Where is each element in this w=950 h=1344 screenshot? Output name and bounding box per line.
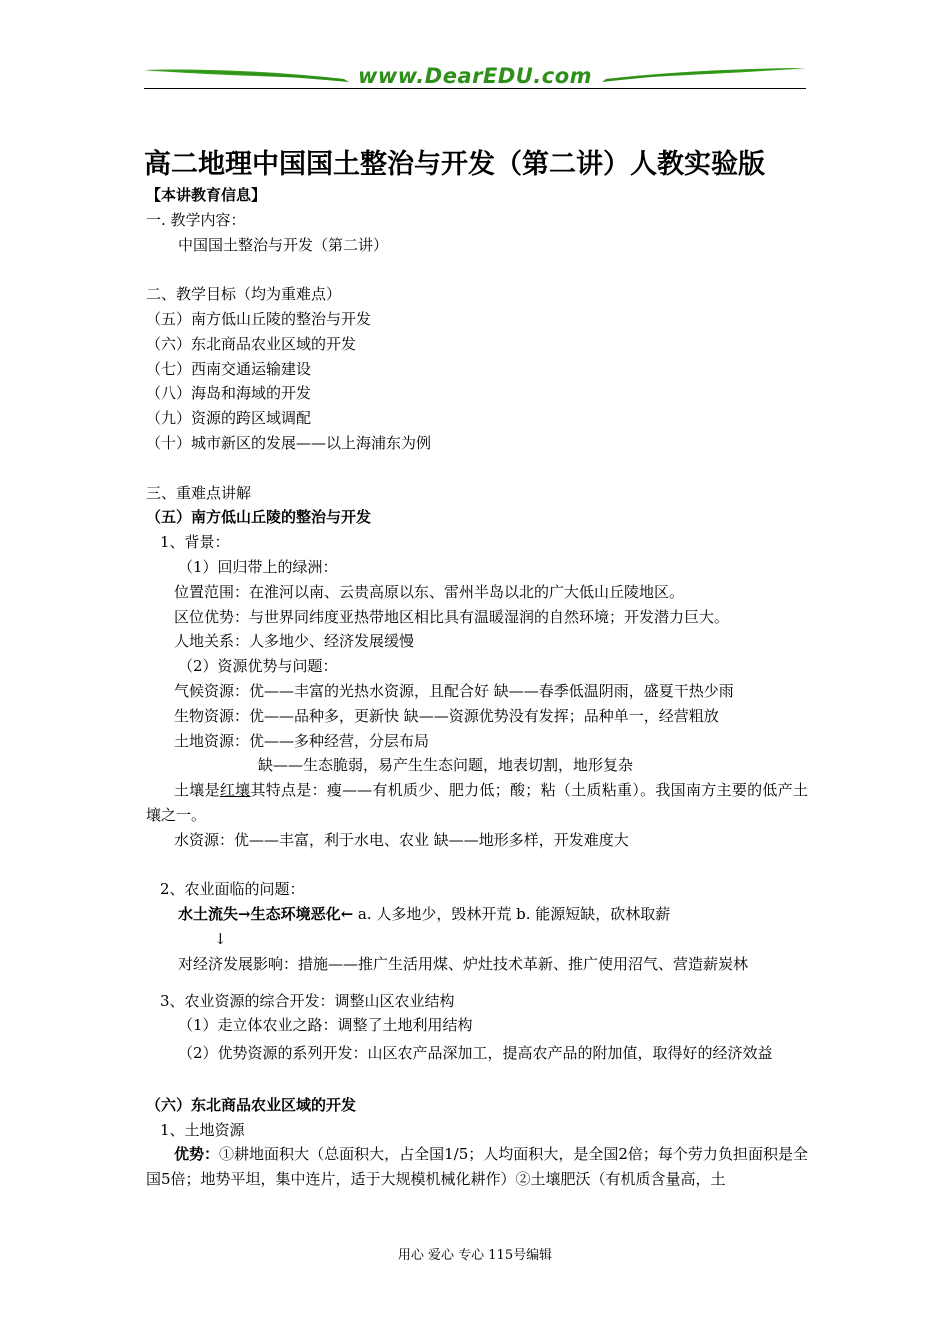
document-body — [146, 183, 808, 1192]
paragraph-line: （1）走立体农业之路：调整了土地利用结构 — [178, 1016, 473, 1035]
subsection-5-heading: （五）南方低山丘陵的整治与开发 — [146, 508, 372, 527]
paragraph-line: 区位优势：与世界同纬度亚热带地区相比具有温暖湿润的自然环境；开发潜力巨大。 — [174, 607, 730, 626]
goal-item: （五）南方低山丘陵的整治与开发 — [146, 309, 372, 328]
goal-item: （七）西南交通运输建设 — [146, 359, 312, 378]
down-arrow-icon: ↓ — [214, 929, 227, 948]
section-1-text: 中国国土整治与开发（第二讲） — [178, 235, 389, 254]
section-3-heading: 三、重难点讲解 — [146, 483, 252, 502]
paragraph-line: 气候资源：优——丰富的光热水资源，且配合好 缺——春季低温阴雨，盛夏干热少雨 — [174, 681, 734, 700]
subsection-6-heading: （六）东北商品农业区域的开发 — [146, 1095, 357, 1114]
advantage-paragraph: 优势：①耕地面积大（总面积大，占全国1/5；人均面积大，是全国2倍；每个劳力负担面积是全国5倍；地势平坦，集中连片，适于大规模机械化耕作）②土壤肥沃（有机质含量高，土 — [146, 1145, 808, 1189]
point-heading: 2、农业面临的问题： — [160, 880, 305, 899]
goal-item: （六）东北商品农业区域的开发 — [146, 334, 357, 353]
paragraph-line: 生物资源：优——品种多，更新快 缺——资源优势没有发挥；品种单一，经营粗放 — [174, 706, 719, 725]
point-heading: 1、背景： — [160, 533, 230, 552]
site-logo: www.DearEDU.com — [357, 64, 593, 88]
goal-item: （九）资源的跨区域调配 — [146, 409, 312, 428]
soil-paragraph: 土壤是红壤其特点是：瘦——有机质少、肥力低；酸；粘（土质粘重）。我国南方主要的低产土壤之一。 — [146, 781, 808, 824]
section-1-heading: 一. 教学内容： — [146, 210, 246, 229]
paragraph-line: 水资源：优——丰富，利于水电、农业 缺——地形多样，开发难度大 — [174, 830, 629, 849]
section-info: 【本讲教育信息】 — [146, 186, 267, 204]
paragraph-line: 土地资源：优——多种经营，分层布局 — [174, 731, 430, 750]
goal-item: （八）海岛和海域的开发 — [146, 384, 312, 403]
paragraph-line: 缺——生态脆弱，易产生生态问题，地表切割，地形复杂 — [258, 756, 634, 775]
page-footer: 用心 爱心 专心 115号编辑 — [397, 1248, 553, 1263]
paragraph-line: （2）优势资源的系列开发：山区农产品深加工，提高农产品的附加值，取得好的经济效益 — [178, 1044, 773, 1063]
paragraph-line: 人地关系：人多地少、经济发展缓慢 — [174, 632, 415, 651]
point-heading: 3、农业资源的综合开发：调整山区农业结构 — [160, 991, 455, 1010]
problem-chain: 水土流失→生态环境恶化← — [178, 905, 354, 924]
section-2-heading: 二、教学目标（均为重难点） — [146, 285, 342, 304]
paragraph-line: 位置范围：在淮河以南、云贵高原以东、雷州半岛以北的广大低山丘陵地区。 — [174, 582, 685, 601]
point-subheading: （2）资源优势与问题： — [178, 657, 338, 676]
point-heading: 1、土地资源 — [160, 1120, 245, 1139]
paragraph-line: 对经济发展影响：措施——推广生活用煤、炉灶技术革新、推广使用沼气、营造薪炭林 — [178, 954, 749, 973]
soil-term: 红壤 — [219, 781, 251, 800]
goal-item: （十）城市新区的发展——以上海浦东为例 — [146, 433, 432, 452]
document-title: 高二地理中国国土整治与开发（第二讲）人教实验版 — [144, 149, 765, 180]
advantage-label: 优势： — [174, 1145, 220, 1164]
problem-line: 水土流失→生态环境恶化← a. 人多地少，毁林开荒 b. 能源短缺，砍林取薪 — [178, 905, 671, 924]
header-rule — [144, 88, 806, 89]
point-subheading: （1）回归带上的绿洲： — [178, 557, 338, 576]
